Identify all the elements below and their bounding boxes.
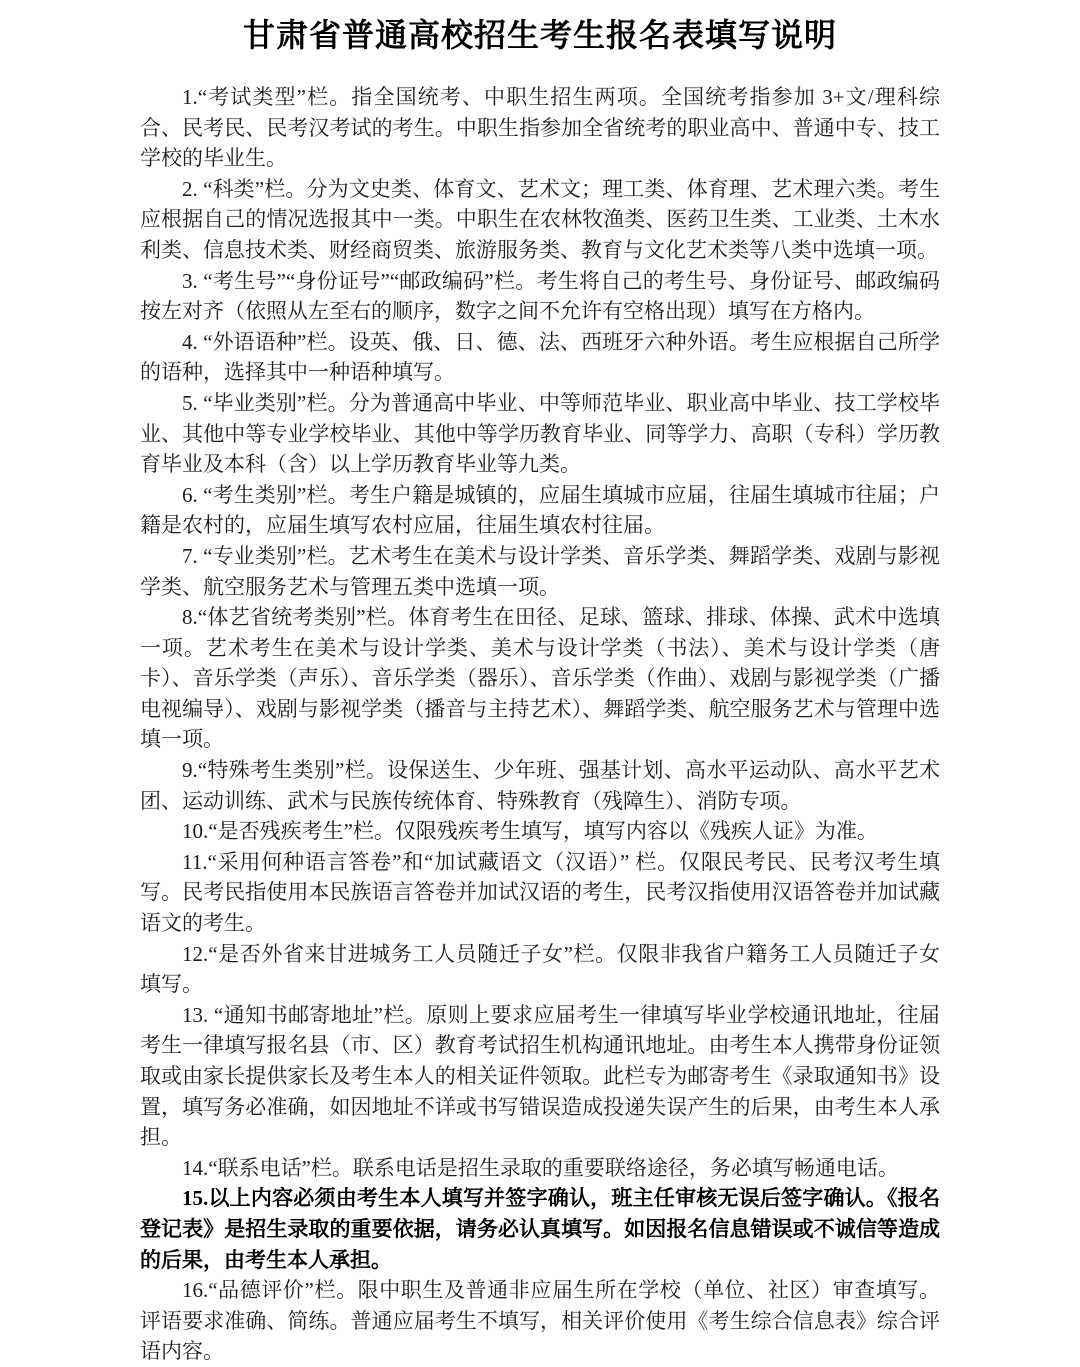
- instruction-paragraph-16: 16.“品德评价”栏。限中职生及普通非应届生所在学校（单位、社区）审查填写。评语要求准确、简练。普通应届考生不填写，相关评价使用《考生综合信息表》综合评语内容。: [140, 1278, 940, 1364]
- instruction-paragraph-15: 15.以上内容必须由考生本人填写并签字确认，班主任审核无误后签字确认。《报名登记表》是招生录取的重要依据，请务必认真填写。如因报名信息错误或不诚信等造成的后果，由考生本人承担。: [140, 1186, 940, 1272]
- instruction-paragraph-10: 10.“是否残疾考生”栏。仅限残疾考生填写，填写内容以《残疾人证》为准。: [182, 819, 878, 844]
- instruction-paragraph-9: 9.“特殊考生类别”栏。设保送生、少年班、强基计划、高水平运动队、高水平艺术团、运动训练、武术与民族传统体育、特殊教育（残障生）、消防专项。: [140, 758, 940, 813]
- instruction-paragraph-6: 6. “考生类别”栏。考生户籍是城镇的，应届生填城市应届，往届生填城市往届；户籍是农村的，应届生填写农村应届，往届生填农村往届。: [140, 482, 940, 538]
- instruction-paragraph-13: 13. “通知书邮寄地址”栏。原则上要求应届考生一律填写毕业学校通讯地址，往届考生一律填写报名县（市、区）教育考试招生机构通讯地址。由考生本人携带身份证领取或由家长提供家长及考生本人的相关证件领取。此栏专为邮寄考生《录取通知书》设置，填写务必准确，如因地址不详或书写错误造成投递失误产生的后果，由考生本人承担。: [140, 1002, 940, 1150]
- instruction-paragraph-11: 11.“采用何种语言答卷”和“加试藏语文（汉语）” 栏。仅限民考民、民考汉考生填写。民考民指使用本民族语言答卷并加试汉语的考生，民考汉指使用汉语答卷并加试藏语文的考生。: [140, 849, 940, 936]
- page-title: 甘肃省普通高校招生考生报名表填写说明: [242, 17, 837, 53]
- instruction-paragraph-12: 12.“是否外省来甘进城务工人员随迁子女”栏。仅限非我省户籍务工人员随迁子女填写。: [140, 941, 940, 997]
- instruction-paragraph-8: 8.“体艺省统考类别”栏。体育考生在田径、足球、篮球、排球、体操、武术中选填一项。艺术考生在美术与设计学类、美术与设计学类（书法）、美术与设计学类（唐卡）、音乐学类（声乐）、音乐学类（器乐）、音乐学类（作曲）、戏剧与影视学类（广播电视编导）、戏剧与影视学类（播音与主持艺术）、舞蹈学类、航空服务艺术与管理中选填一项。: [140, 605, 940, 752]
- instruction-paragraph-4: 4. “外语语种”栏。设英、俄、日、德、法、西班牙六种外语。考生应根据自己所学的语种，选择其中一种语种填写。: [140, 329, 940, 385]
- instruction-paragraph-1: 1.“考试类型”栏。指全国统考、中职生招生两项。全国统考指参加 3+文/理科综合、民考民、民考汉考试的考生。中职生指参加全省统考的职业高中、普通中专、技工学校的毕业生。: [140, 85, 940, 171]
- instruction-paragraph-3: 3. “考生号”“身份证号”“邮政编码”栏。考生将自己的考生号、身份证号、邮政编码按左对齐（依照从左至右的顺序，数字之间不允许有空格出现）填写在方格内。: [140, 268, 940, 324]
- instruction-paragraph-5: 5. “毕业类别”栏。分为普通高中毕业、中等师范毕业、职业高中毕业、技工学校毕业、其他中等专业学校毕业、其他中等学历教育毕业、同等学力、高职（专科）学历教育毕业及本科（含）以上学历教育毕业等九类。: [140, 390, 940, 477]
- instruction-paragraph-14: 14.“联系电话”栏。联系电话是招生录取的重要联络途径，务必填写畅通电话。: [182, 1155, 899, 1180]
- instruction-paragraph-2: 2. “科类”栏。分为文史类、体育文、艺术文；理工类、体育理、艺术理六类。考生应根据自己的情况选报其中一类。中职生在农林牧渔类、医药卫生类、工业类、土木水利类、信息技术类、财经商贸类、旅游服务类、教育与文化艺术类等八类中选填一项。: [140, 176, 940, 262]
- instruction-paragraph-7: 7. “专业类别”栏。艺术考生在美术与设计学类、音乐学类、舞蹈学类、戏剧与影视学类、航空服务艺术与管理五类中选填一项。: [140, 543, 940, 599]
- instructions-list: [140, 82, 940, 1367]
